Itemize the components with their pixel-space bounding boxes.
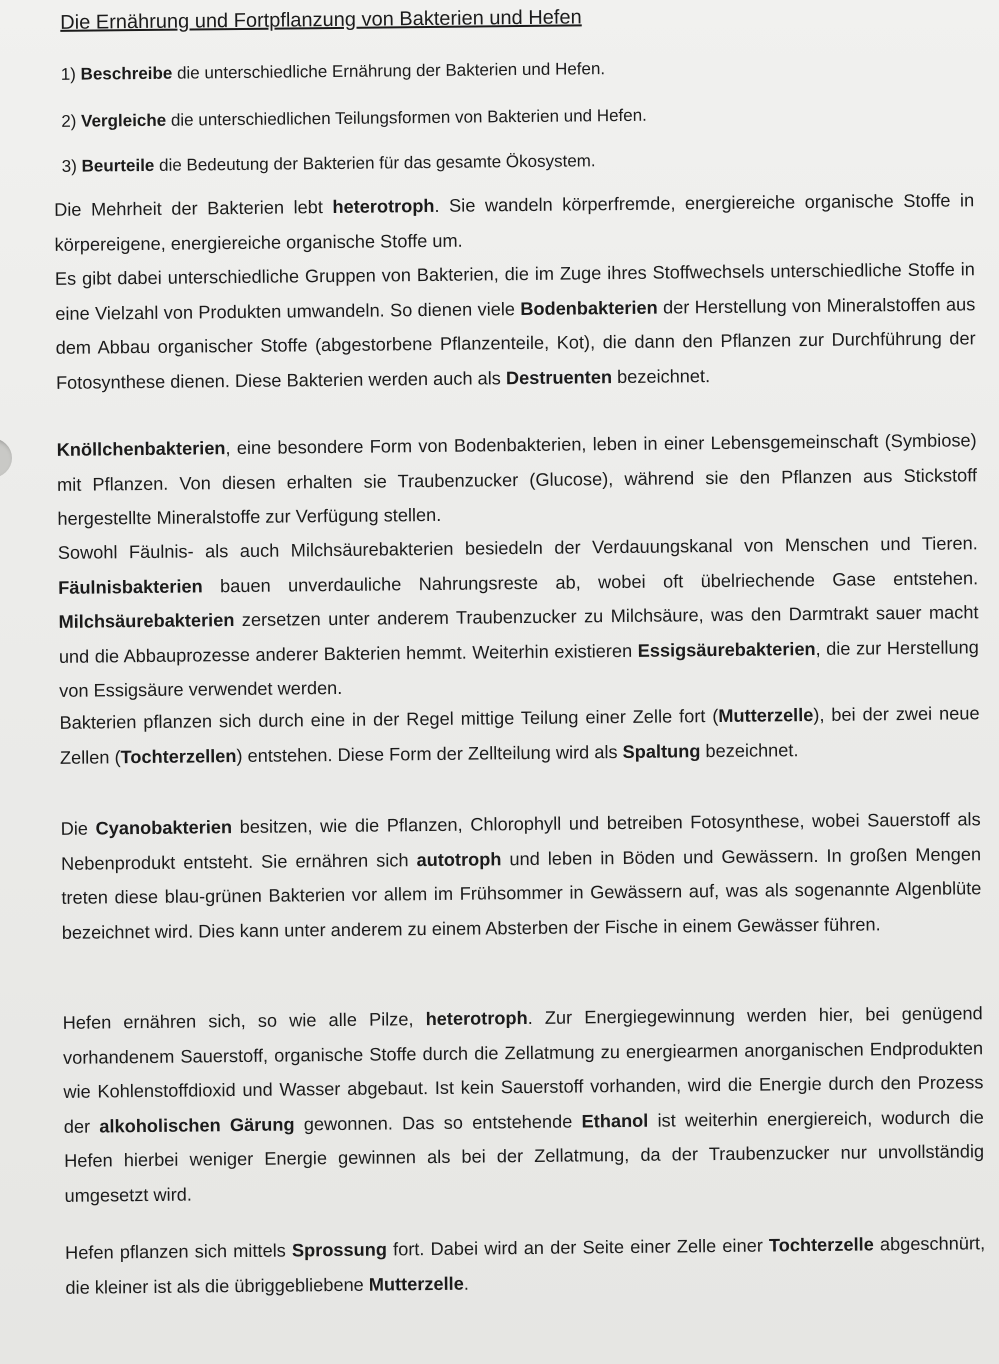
paragraph-soil-bacteria: Es gibt dabei unterschiedliche Gruppen von Bakterien, die im Zuge ihres Stoffwechsels unterschiedliche Stoffe in eine Vielzahl von Produkten umwandeln. So dienen viele Bodenbakterien der Herstellung von Mineralstoffen aus dem Abbau organischer Stoffe (abgestorbene Pflanzenteile, Kot), die dann den Pflanzen zur Durchführung der Fotosynthese dienen. Diese Bakterien werden auch als Destruenten bezeichnet. xyxy=(54,259,976,393)
paragraph-bacteria-nutrition: Die Mehrheit der Bakterien lebt heterotroph. Sie wandeln körperfremde, energiereiche organische Stoffe in körpereigene, energiereiche organische Stoffe um. xyxy=(54,190,975,255)
punch-hole xyxy=(0,438,12,478)
paragraph-cyanobacteria: Die Cyanobakterien besitzen, wie die Pflanzen, Chlorophyll und betreiben Fotosynthese, wobei Sauerstoff als Nebenprodukt entsteht. Sie ernähren sich autotroph und leben in Böden und Gewässern. In großen Mengen treten diese blau-grünen Bakterien vor allem im Frühsommer in Gewässern auf, was als sogenannte Algenblüte bezeichnet wird. Dies kann unter anderem zu einem Absterben der Fische in einem Gewässer führen. xyxy=(60,809,982,943)
task-3: 3) Beurteile die Bedeutung der Bakterien für das gesamte Ökosystem. xyxy=(61,151,596,176)
task-2: 2) Vergleiche die unterschiedlichen Teilungsformen von Bakterien und Hefen. xyxy=(61,105,647,131)
task-1-verb: Beschreibe xyxy=(80,63,173,84)
paragraph-bacteria-division: Bakterien pflanzen sich durch eine in der Regel mittige Teilung einer Zelle fort (Mutterzelle), bei der zwei neue Zellen (Tochterzellen) entstehen. Diese Form der Zellteilung wird als Spaltung bezeichnet. xyxy=(59,703,980,768)
paragraph-yeast-nutrition: Hefen ernähren sich, so wie alle Pilze, heterotroph. Zur Energiegewinnung werden hier, bei genügend vorhandenem Sauerstoff, organische Stoffe durch die Zellatmung zu energiearmen anorganischen Endprodukten wie Kohlenstoffdioxid und Wasser abgebaut. Ist kein Sauerstoff vorhanden, wird die Energie durch den Prozess der alkoholischen Gärung gewonnen. Das so entstehende Ethanol ist weiterhin energiereich, wodurch die Hefen hierbei weniger Energie gewinnen als bei der Zellatmung, da der Traubenzucker nur unvollständig umgesetzt wird. xyxy=(62,1003,985,1206)
task-3-verb: Beurteile xyxy=(81,155,155,176)
paragraph-yeast-budding: Hefen pflanzen sich mittels Sprossung fort. Dabei wird an der Seite einer Zelle einer Tochterzelle abgeschnürt, die kleiner ist als die übriggebliebene Mutterzelle. xyxy=(65,1233,986,1298)
task-1: 1) Beschreibe die unterschiedliche Ernährung der Bakterien und Hefen. xyxy=(60,59,606,84)
task-2-verb: Vergleiche xyxy=(81,110,167,131)
page-title: Die Ernährung und Fortpflanzung von Bakterien und Hefen xyxy=(60,6,582,34)
paragraph-nodule-bacteria: Knöllchenbakterien, eine besondere Form von Bodenbakterien, leben in einer Lebensgemeinschaft (Symbiose) mit Pflanzen. Von diesen erhalten sie Traubenzucker (Glucose), während sie den Pflanzen aus Stickstoff hergestellte Mineralstoffe zur Verfügung stellen. xyxy=(56,430,978,530)
paragraph-gut-bacteria: Sowohl Fäulnis- als auch Milchsäurebakterien besiedeln der Verdauungskanal von Menschen und Tieren. Fäulnisbakterien bauen unverdauliche Nahrungsreste ab, wobei oft übelriechende Gase entstehen. Milchsäurebakterien zersetzen unter anderem Traubenzucker zu Milchsäure, was den Darmtrakt sauer macht und die Abbauprozesse anderer Bakterien hemmt. Weiterhin existieren Essigsäurebakterien, die zur Herstellung von Essigsäure verwendet werden. xyxy=(57,533,979,702)
